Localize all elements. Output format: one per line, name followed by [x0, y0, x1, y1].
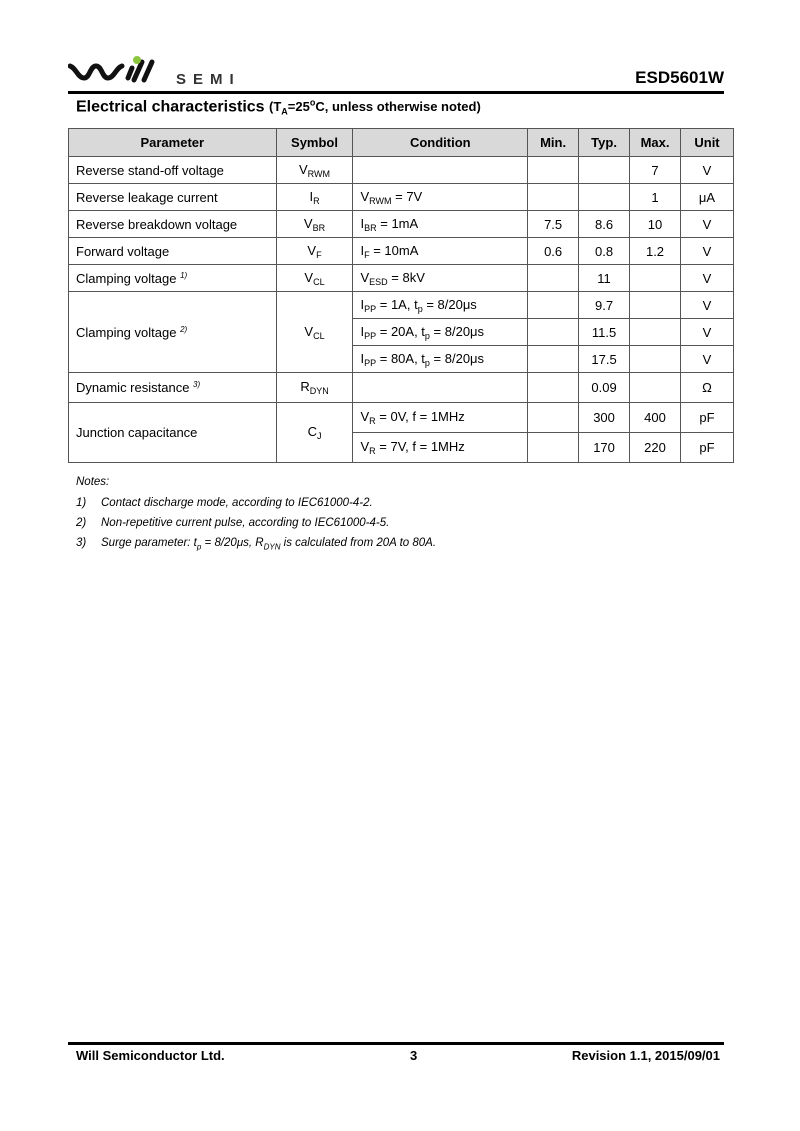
table-header-row — [69, 129, 734, 157]
table-row — [69, 211, 734, 238]
condition-cell: $I_{PP} = 20A$, $t_p = 8/20\mu s$ — [353, 319, 528, 346]
min-cell: 7.5 — [528, 211, 579, 238]
table-row — [69, 184, 734, 211]
condition-cell — [353, 157, 528, 184]
footer-rule — [68, 1042, 724, 1045]
max-cell — [630, 346, 681, 373]
unit-cell: V — [681, 157, 734, 184]
title-condition: ($T_A=25^oC$, unless otherwise noted) — [269, 98, 481, 117]
min-cell — [528, 346, 579, 373]
table-row — [69, 373, 734, 403]
notes-section — [76, 476, 436, 559]
symbol-cell: $V_{RWM}$ — [276, 157, 353, 184]
unit-cell: V — [681, 319, 734, 346]
max-cell: 220 — [630, 433, 681, 463]
table-row — [69, 238, 734, 265]
typ-cell: 9.7 — [579, 292, 630, 319]
footer-revision: Revision 1.1, 2015/09/01 — [571, 1048, 720, 1063]
note-item — [76, 517, 436, 529]
max-cell: 10 — [630, 211, 681, 238]
note-item — [76, 497, 436, 509]
min-cell: 0.6 — [528, 238, 579, 265]
condition-cell: $V_R = 7V$, f = 1MHz — [353, 433, 528, 463]
typ-cell: 8.6 — [579, 211, 630, 238]
param-cell: Reverse stand-off voltage — [69, 157, 277, 184]
notes-title: Notes: — [76, 476, 110, 488]
note-text: Non-repetitive current pulse, according to IEC61000-4-5. — [101, 517, 390, 529]
symbol-cell: $R_{DYN}$ — [276, 373, 353, 403]
unit-cell: pF — [681, 403, 734, 433]
max-cell: 1 — [630, 184, 681, 211]
unit-cell: μA — [681, 184, 734, 211]
unit-cell: V — [681, 346, 734, 373]
typ-cell — [579, 184, 630, 211]
min-cell — [528, 433, 579, 463]
min-cell — [528, 319, 579, 346]
section-title — [76, 98, 481, 117]
typ-cell — [579, 157, 630, 184]
col-header-max: Max. — [630, 129, 681, 157]
min-cell — [528, 373, 579, 403]
document-id: ESD5601W — [635, 68, 724, 87]
typ-cell: 11 — [579, 265, 630, 292]
param-cell: Dynamic resistance $^{3)}$ — [69, 373, 277, 403]
table-row — [69, 265, 734, 292]
will-semi-logo — [68, 54, 258, 88]
table-row — [69, 157, 734, 184]
max-cell: 1.2 — [630, 238, 681, 265]
param-cell: Junction capacitance — [69, 403, 277, 463]
title-main: Electrical characteristics — [76, 98, 265, 116]
symbol-cell: $V_F$ — [276, 238, 353, 265]
note-text: Surge parameter: $t_p = 8/20\mu s$, $R_{DYN}$ is calculated from 20A to 80A. — [101, 537, 437, 552]
col-header-symbol: Symbol — [276, 129, 353, 157]
unit-cell: V — [681, 265, 734, 292]
note-number: 3) — [76, 537, 87, 549]
note-text: Contact discharge mode, according to IEC61000-4-2. — [101, 497, 373, 509]
electrical-characteristics-table — [68, 128, 734, 463]
min-cell — [528, 157, 579, 184]
typ-cell: 0.09 — [579, 373, 630, 403]
max-cell — [630, 265, 681, 292]
param-cell: Reverse leakage current — [69, 184, 277, 211]
col-header-min: Min. — [528, 129, 579, 157]
param-cell: Clamping voltage $^{1)}$ — [69, 265, 277, 292]
condition-cell: $I_{BR} = 1mA$ — [353, 211, 528, 238]
max-cell: 7 — [630, 157, 681, 184]
footer-page-number: 3 — [410, 1048, 418, 1063]
condition-cell: $I_F = 10mA$ — [353, 238, 528, 265]
max-cell — [630, 292, 681, 319]
symbol-cell: $V_{CL}$ — [276, 265, 353, 292]
symbol-cell: $C_J$ — [276, 403, 353, 463]
header-rule — [68, 91, 724, 94]
col-header-typ: Typ. — [579, 129, 630, 157]
unit-cell: V — [681, 292, 734, 319]
note-number: 1) — [76, 497, 87, 509]
note-item — [76, 537, 436, 551]
unit-cell: pF — [681, 433, 734, 463]
min-cell — [528, 292, 579, 319]
unit-cell: Ω — [681, 373, 734, 403]
logo-text: SEMI — [176, 71, 241, 88]
min-cell — [528, 403, 579, 433]
max-cell — [630, 373, 681, 403]
condition-cell: $V_R = 0V$, f = 1MHz — [353, 403, 528, 433]
will-logo-mark-icon — [68, 54, 178, 84]
condition-cell — [353, 373, 528, 403]
min-cell — [528, 265, 579, 292]
typ-cell: 11.5 — [579, 319, 630, 346]
condition-cell: $I_{PP} = 80A$, $t_p = 8/20\mu s$ — [353, 346, 528, 373]
col-header-parameter: Parameter — [69, 129, 277, 157]
typ-cell: 300 — [579, 403, 630, 433]
col-header-condition: Condition — [353, 129, 528, 157]
typ-cell: 17.5 — [579, 346, 630, 373]
unit-cell: V — [681, 211, 734, 238]
typ-cell: 170 — [579, 433, 630, 463]
param-cell: Reverse breakdown voltage — [69, 211, 277, 238]
table-row — [69, 403, 734, 433]
symbol-cell: $V_{CL}$ — [276, 292, 353, 373]
max-cell — [630, 319, 681, 346]
footer-company: Will Semiconductor Ltd. — [76, 1048, 225, 1063]
param-cell: Clamping voltage $^{2)}$ — [69, 292, 277, 373]
note-number: 2) — [76, 517, 87, 529]
param-cell: Forward voltage — [69, 238, 277, 265]
condition-cell: $V_{ESD} = 8kV$ — [353, 265, 528, 292]
col-header-unit: Unit — [681, 129, 734, 157]
condition-cell: $I_{PP} = 1A$, $t_p = 8/20\mu s$ — [353, 292, 528, 319]
table-row — [69, 292, 734, 319]
typ-cell: 0.8 — [579, 238, 630, 265]
unit-cell: V — [681, 238, 734, 265]
min-cell — [528, 184, 579, 211]
symbol-cell: $V_{BR}$ — [276, 211, 353, 238]
condition-cell: $V_{RWM} = 7V$ — [353, 184, 528, 211]
max-cell: 400 — [630, 403, 681, 433]
symbol-cell: $I_R$ — [276, 184, 353, 211]
